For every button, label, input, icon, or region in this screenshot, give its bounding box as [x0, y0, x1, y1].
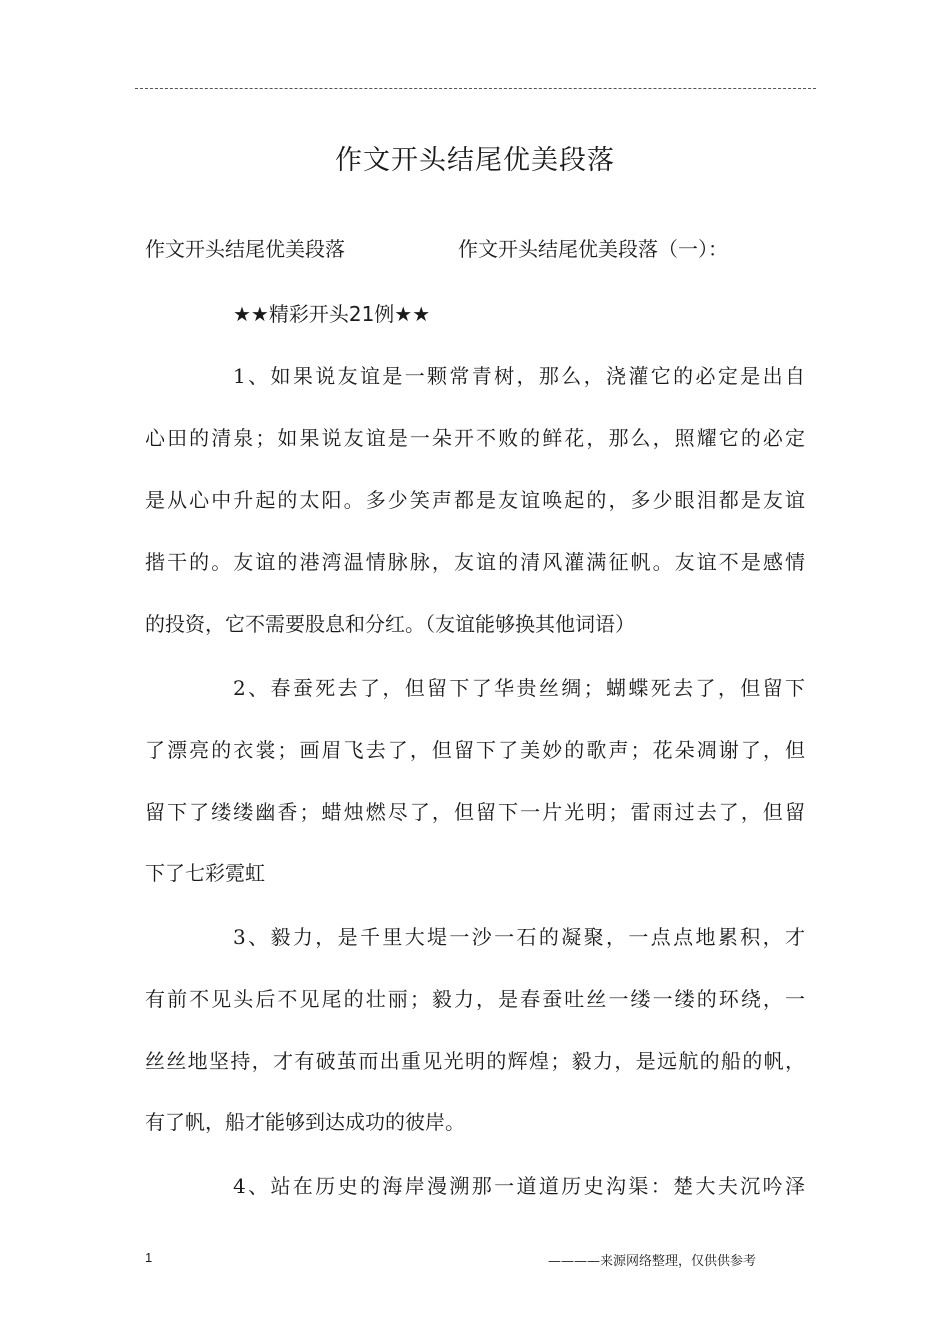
paragraph-line: 有了帆，船才能够到达成功的彼岸。 — [145, 1110, 465, 1134]
paragraph-line: 是从心中升起的太阳。多少笑声都是友谊唤起的，多少眼泪都是友谊 — [145, 488, 805, 512]
header-rule — [135, 88, 816, 89]
paragraph-line: 下了七彩霓虹 — [145, 861, 265, 885]
source-note: ————来源网络整理，仅供供参考 — [548, 1254, 757, 1269]
paragraph-line: 3、毅力，是千里大堤一沙一石的凝聚，一点点地累积，才 — [233, 925, 805, 949]
paragraph-line: 揩干的。友谊的港湾温情脉脉，友谊的清风灌满征帆。友谊不是感情 — [145, 550, 805, 574]
paragraph-line: 留下了缕缕幽香；蜡烛燃尽了，但留下一片光明；雷雨过去了，但留 — [145, 800, 805, 824]
paragraph-line: 心田的清泉；如果说友谊是一朵开不败的鲜花，那么，照耀它的必定 — [145, 426, 805, 450]
page-number: 1 — [145, 1250, 153, 1265]
document-title: 作文开头结尾优美段落 — [335, 145, 615, 176]
section-heading: ★★精彩开头21例★★ — [233, 302, 431, 326]
paragraph-line: 的投资，它不需要股息和分红。（友谊能够换其他词语） — [145, 612, 635, 636]
paragraph-line: 2、春蚕死去了，但留下了华贵丝绸；蝴蝶死去了，但留下 — [233, 676, 805, 700]
paragraph-line: 丝丝地坚持，才有破茧而出重见光明的辉煌；毅力，是远航的船的帆， — [145, 1049, 805, 1073]
paragraph-line: 有前不见头后不见尾的壮丽；毅力，是春蚕吐丝一缕一缕的环绕，一 — [145, 987, 805, 1011]
paragraph-line: 4、站在历史的海岸漫溯那一道道历史沟渠：楚大夫沉吟泽 — [233, 1174, 805, 1198]
paragraph-line: 了漂亮的衣裳；画眉飞去了，但留下了美妙的歌声；花朵凋谢了，但 — [145, 738, 805, 762]
subtitle-left: 作文开头结尾优美段落 — [145, 237, 345, 261]
paragraph-line: 1、如果说友谊是一颗常青树，那么，浇灌它的必定是出自 — [233, 364, 805, 388]
subtitle-right: 作文开头结尾优美段落（一）： — [458, 237, 728, 261]
